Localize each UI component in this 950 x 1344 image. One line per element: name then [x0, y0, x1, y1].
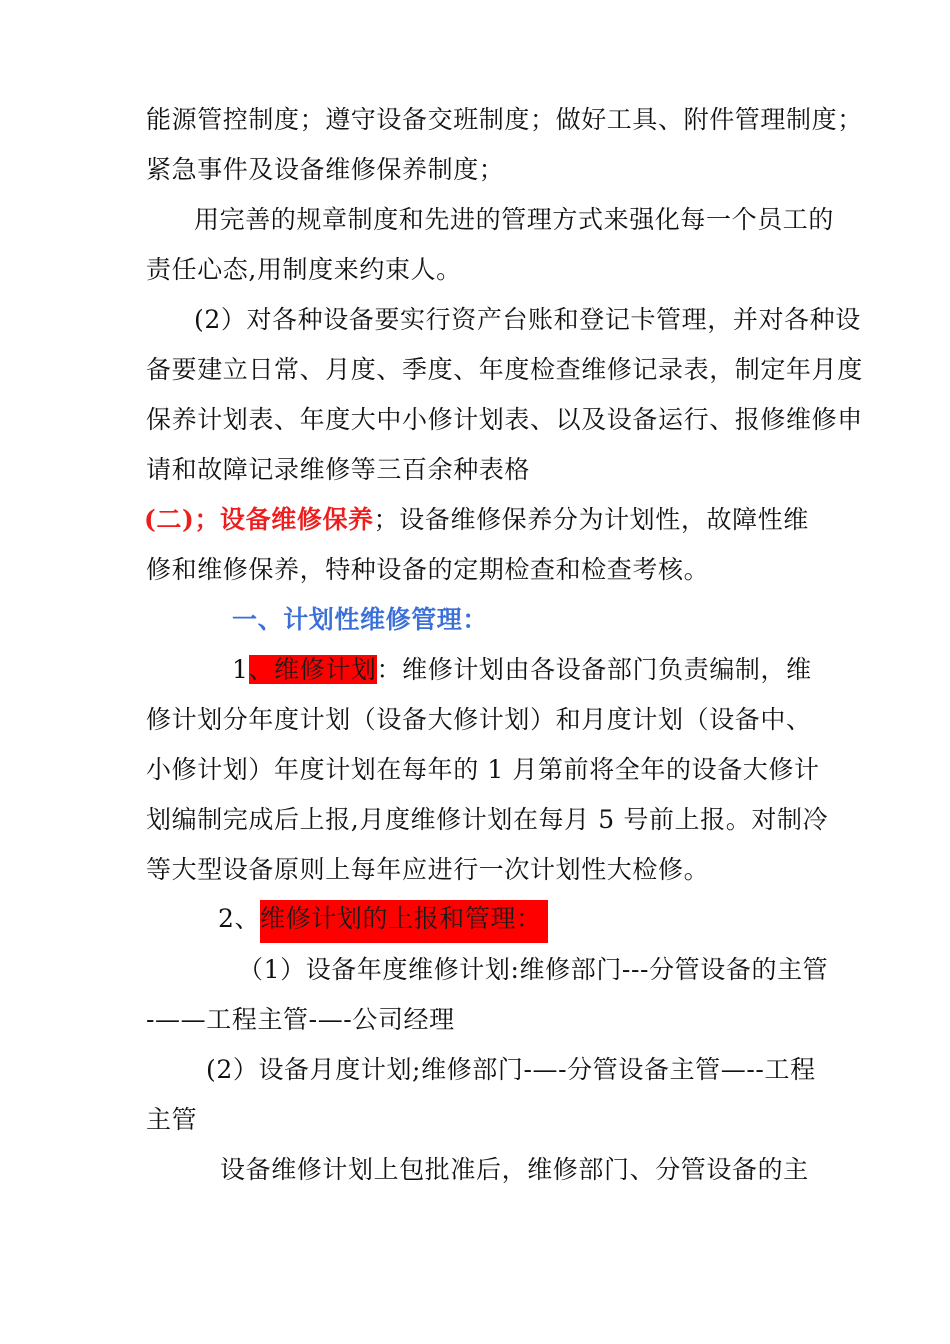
paragraph-line: 责任心态,用制度来约束人。: [146, 255, 462, 284]
paragraph-line: 用完善的规章制度和先进的管理方式来强化每一个员工的: [194, 205, 835, 234]
item-two-line: [218, 901, 898, 937]
item-one-highlight: 、维修计划: [248, 655, 377, 684]
paragraph-line: 主管: [146, 1105, 198, 1134]
paragraph-line: 修计划分年度计划（设备大修计划）和月度计划（设备中、: [146, 705, 812, 734]
item-two-highlight: 维修计划的上报和管理：: [260, 900, 548, 943]
paragraph-line: 修和维修保养，特种设备的定期检查和检查考核。: [146, 555, 710, 584]
paragraph-line: (2）对各种设备要实行资产台账和登记卡管理，并对各种设: [194, 305, 861, 334]
item-one-text: ：维修计划由各设备部门负责编制，维: [376, 655, 812, 684]
paragraph-line: (2）设备月度计划;维修部门-—-分管设备主管—--工程: [206, 1055, 816, 1084]
sub-heading: 一、计划性维修管理：: [232, 605, 489, 634]
item-one-number: 1: [232, 655, 249, 684]
item-two-number: 2、: [218, 904, 261, 933]
section-two-heading: (二)；设备维修保养: [144, 505, 374, 534]
paragraph-line: -——工程主管-—-公司经理: [146, 1005, 455, 1034]
paragraph-line: 划编制完成后上报,月度维修计划在每月 5 号前上报。对制冷: [146, 805, 829, 834]
paragraph-line: 能源管控制度；遵守设备交班制度；做好工具、附件管理制度；: [146, 105, 863, 134]
section-two-text: ；设备维修保养分为计划性，故障性维: [373, 505, 809, 534]
paragraph-line: 小修计划）年度计划在每年的 1 月第前将全年的设备大修计: [146, 755, 820, 784]
section-two-line: [144, 502, 824, 538]
paragraph-line: 紧急事件及设备维修保养制度；: [146, 155, 505, 184]
paragraph-line: 备要建立日常、月度、季度、年度检查维修记录表，制定年月度: [146, 355, 863, 384]
paragraph-line: 等大型设备原则上每年应进行一次计划性大检修。: [146, 855, 710, 884]
paragraph-line: 保养计划表、年度大中小修计划表、以及设备运行、报修维修申: [146, 405, 863, 434]
item-one-line: [232, 652, 912, 688]
paragraph-line: 设备维修计划上包批准后，维修部门、分管设备的主: [220, 1155, 809, 1184]
paragraph-line: 请和故障记录维修等三百余种表格: [146, 455, 531, 484]
paragraph-line: （1）设备年度维修计划:维修部门---分管设备的主管: [238, 955, 829, 984]
